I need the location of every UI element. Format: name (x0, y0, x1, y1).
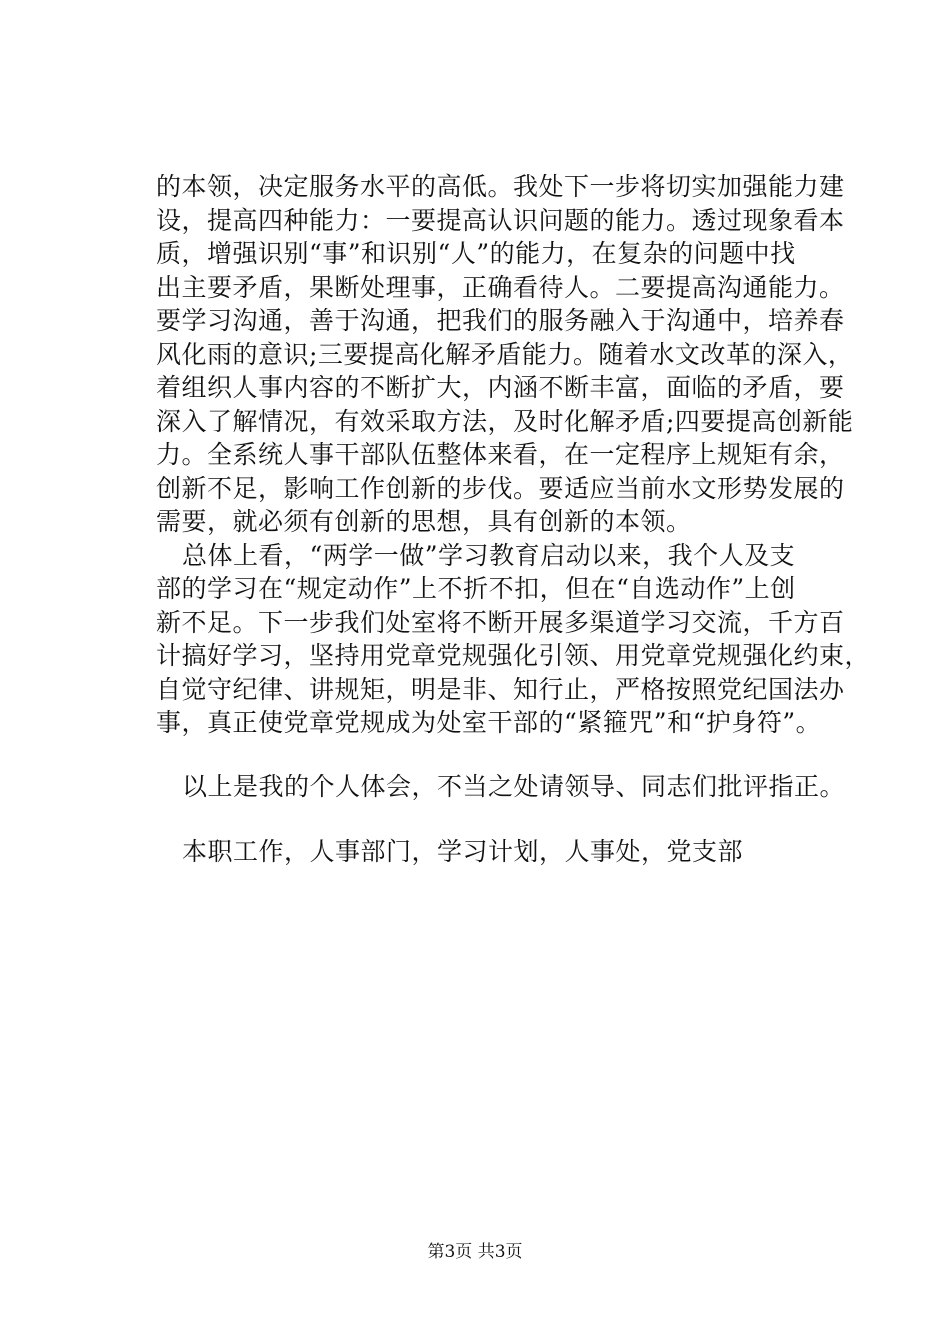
text-line: 要学习沟通，善于沟通，把我们的服务融入于沟通中，培养春 (156, 306, 845, 335)
text-line: 设，提高四种能力：一要提高认识问题的能力。透过现象看本 (156, 205, 845, 235)
text-line: 质，增强识别“事”和识别“人”的能力，在复杂的问题中找 (156, 239, 796, 268)
text-line: 部的学习在“规定动作”上不折不扣，但在“自选动作”上创 (156, 574, 796, 603)
text-line: 事，真正使党章党规成为处室干部的“紧箍咒”和“护身符”。 (156, 708, 822, 737)
text-line: 着组织人事内容的不断扩大，内涵不断丰富，面临的矛盾，要 (156, 373, 845, 402)
keywords-line: 本职工作，人事部门，学习计划，人事处，党支部 (182, 837, 744, 866)
paragraph-ability (156, 170, 854, 539)
page-number-footer: 第3页 共3页 (427, 1242, 523, 1262)
text-line: 力。全系统人事干部队伍整体来看，在一定程序上规矩有余， (156, 440, 845, 469)
paragraph-summary (156, 539, 871, 740)
closing-paragraph: 以上是我的个人体会，不当之处请领导、同志们批评指正。 (182, 771, 846, 801)
text-line: 总体上看，“两学一做”学习教育启动以来，我个人及支 (182, 540, 796, 570)
text-line: 风化雨的意识;三要提高化解矛盾能力。随着水文改革的深入， (156, 339, 854, 369)
text-line: 的本领，决定服务水平的高低。我处下一步将切实加强能力建 (156, 172, 845, 201)
text-line: 出主要矛盾，果断处理事，正确看待人。二要提高沟通能力。 (156, 272, 845, 302)
text-line: 创新不足，影响工作创新的步伐。要适应当前水文形势发展的 (156, 473, 845, 503)
text-line: 自觉守纪律、讲规矩，明是非、知行止，严格按照党纪国法办 (156, 674, 845, 704)
text-line: 计搞好学习，坚持用党章党规强化引领、用党章党规强化约束， (156, 641, 871, 670)
document-body (156, 170, 871, 869)
text-line: 需要，就必须有创新的思想，具有创新的本领。 (156, 507, 692, 536)
text-line: 新不足。下一步我们处室将不断开展多渠道学习交流，千方百 (156, 607, 845, 637)
text-line: 深入了解情况，有效采取方法，及时化解矛盾;四要提高创新能 (156, 406, 854, 436)
